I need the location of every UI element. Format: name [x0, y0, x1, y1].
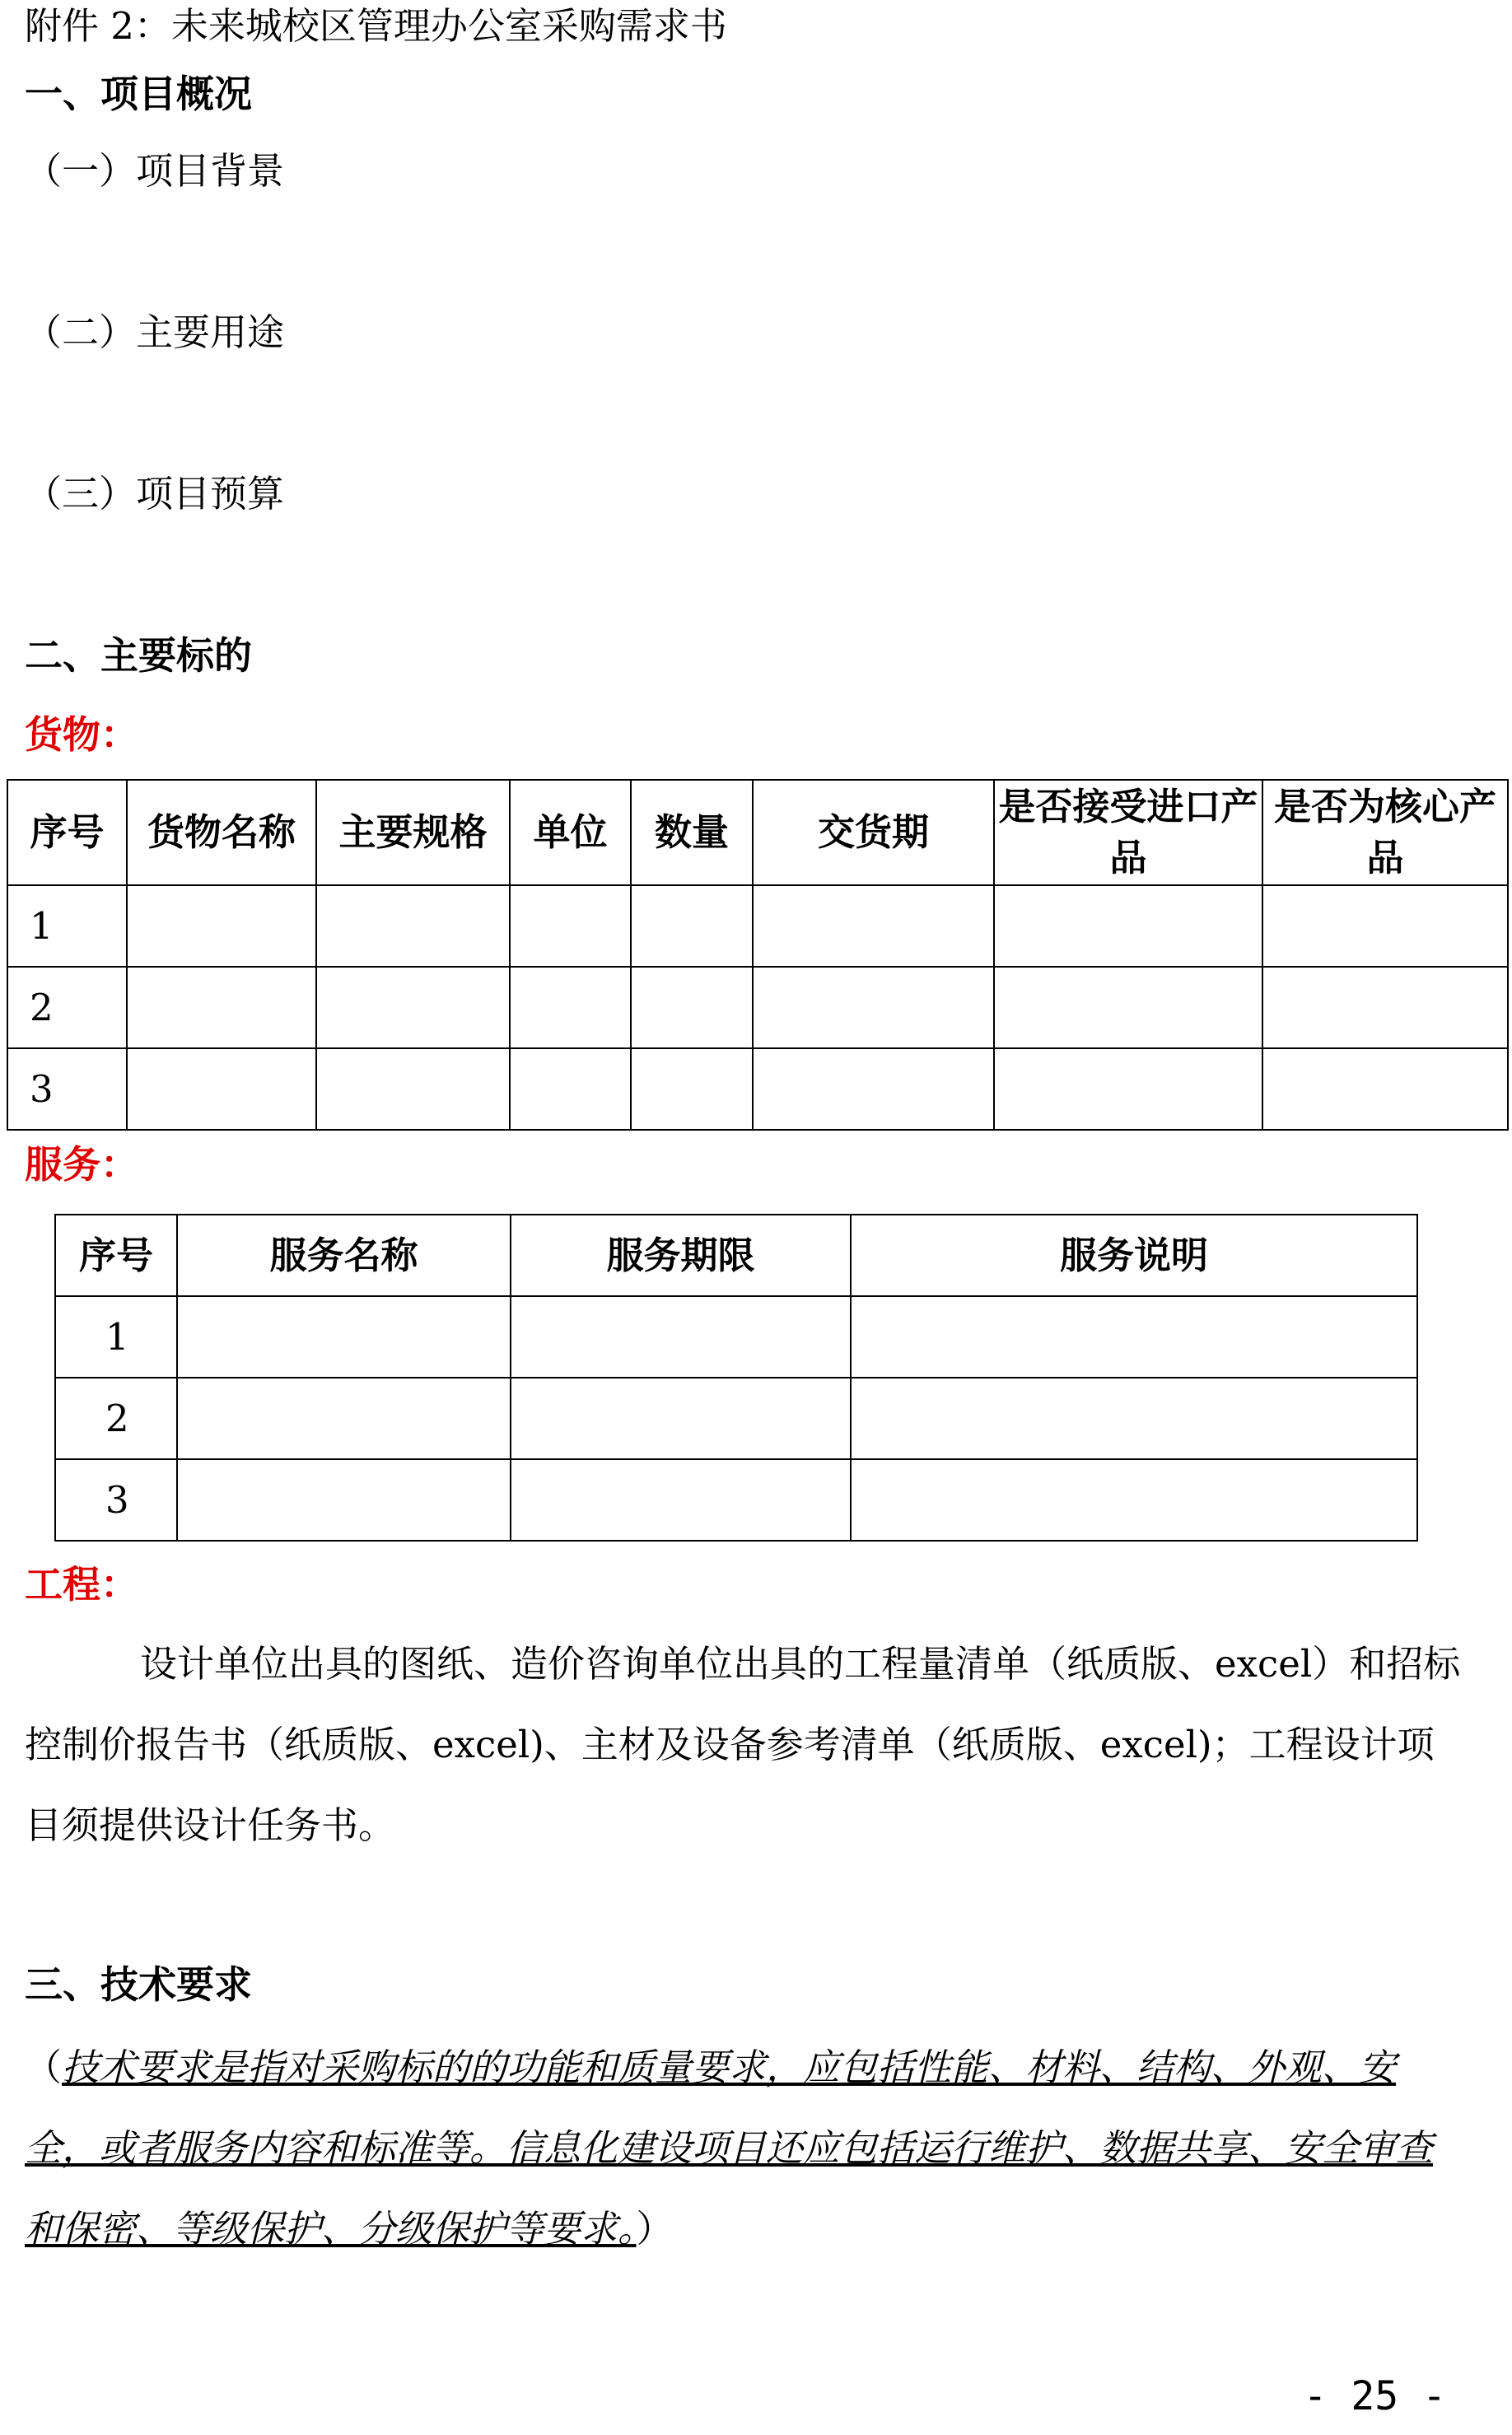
table-cell: [510, 1048, 631, 1130]
table-cell: [753, 885, 994, 967]
services-header-period: 服务期限: [511, 1215, 851, 1296]
goods-header-delivery: 交货期: [753, 780, 994, 885]
table-cell: [753, 1048, 994, 1130]
table-cell: [994, 885, 1262, 967]
table-cell: [316, 1048, 510, 1130]
table-cell: [510, 967, 631, 1048]
table-cell: [511, 1459, 851, 1541]
table-row: [55, 1378, 1417, 1459]
table-cell: [994, 967, 1262, 1048]
table-row: [7, 967, 1508, 1048]
goods-header-quantity: 数量: [631, 780, 753, 885]
goods-row-index: 1: [7, 885, 127, 967]
table-cell: [511, 1296, 851, 1378]
goods-header-name: 货物名称: [127, 780, 316, 885]
services-row-index: 3: [55, 1459, 177, 1541]
table-cell: [1262, 967, 1508, 1048]
table-cell: [127, 967, 316, 1048]
table-cell: [851, 1459, 1417, 1541]
goods-header-core: 是否为核心产品: [1262, 780, 1508, 885]
table-cell: [631, 967, 753, 1048]
table-row: [7, 885, 1508, 967]
table-cell: [631, 1048, 753, 1130]
table-cell: [851, 1378, 1417, 1459]
section2-heading: 二、主要标的: [25, 633, 252, 678]
table-cell: [851, 1296, 1417, 1378]
goods-table: [7, 779, 1509, 1131]
table-cell: [753, 967, 994, 1048]
table-cell: [316, 967, 510, 1048]
table-cell: [177, 1296, 511, 1378]
goods-header-unit: 单位: [510, 780, 631, 885]
technical-note-text: 技术要求是指对采购标的的功能和质量要求，应包括性能、材料、结构、外观、安全，或者服务内容和标准等。信息化建设项目还应包括运行维护、数据共享、安全审查和保密、等级保护、分级保护等要求。: [25, 2045, 1434, 2251]
table-cell: [631, 885, 753, 967]
table-row: [55, 1459, 1417, 1541]
goods-header-import: 是否接受进口产品: [994, 780, 1262, 885]
services-header-description: 服务说明: [851, 1215, 1417, 1296]
services-table: [54, 1214, 1418, 1542]
table-row: [55, 1296, 1417, 1378]
services-row-index: 2: [55, 1378, 177, 1459]
goods-header-spec: 主要规格: [316, 780, 510, 885]
goods-header-index: 序号: [7, 780, 127, 885]
engineering-label: 工程：: [25, 1562, 138, 1607]
table-cell: [127, 1048, 316, 1130]
table-cell: [316, 885, 510, 967]
engineering-text: 设计单位出具的图纸、造价咨询单位出具的工程量清单（纸质版、excel）和招标控制价报告书（纸质版、excel)、主材及设备参考清单（纸质版、excel)；工程设计项目须提供设计任务书。: [25, 1642, 1461, 1847]
table-cell: [510, 885, 631, 967]
section1-heading: 一、项目概况: [25, 72, 252, 116]
goods-row-index: 2: [7, 967, 127, 1048]
table-cell: [127, 885, 316, 967]
engineering-paragraph: [25, 1624, 1466, 1866]
table-cell: [1262, 1048, 1508, 1130]
goods-header-row: [7, 780, 1508, 885]
section3-heading: 三、技术要求: [25, 1962, 252, 2007]
services-header-index: 序号: [55, 1215, 177, 1296]
table-cell: [994, 1048, 1262, 1130]
services-header-name: 服务名称: [177, 1215, 511, 1296]
document-title: 附件 2：未来城校区管理办公室采购需求书: [25, 4, 727, 48]
technical-note-close: ）: [636, 2207, 674, 2251]
section1-item-budget: （三）项目预算: [25, 472, 285, 515]
section1-item-usage: （二）主要用途: [25, 310, 285, 354]
goods-label: 货物：: [25, 712, 138, 757]
services-row-index: 1: [55, 1296, 177, 1378]
table-cell: [177, 1459, 511, 1541]
technical-note-open: （: [25, 2045, 63, 2089]
services-header-row: [55, 1215, 1417, 1296]
page-number: - 25 -: [1303, 2373, 1446, 2419]
services-label: 服务：: [25, 1142, 138, 1187]
technical-note-paragraph: [25, 2027, 1466, 2269]
table-row: [7, 1048, 1508, 1130]
section1-item-background: （一）项目背景: [25, 149, 285, 193]
table-cell: [177, 1378, 511, 1459]
table-cell: [511, 1378, 851, 1459]
table-cell: [1262, 885, 1508, 967]
goods-row-index: 3: [7, 1048, 127, 1130]
